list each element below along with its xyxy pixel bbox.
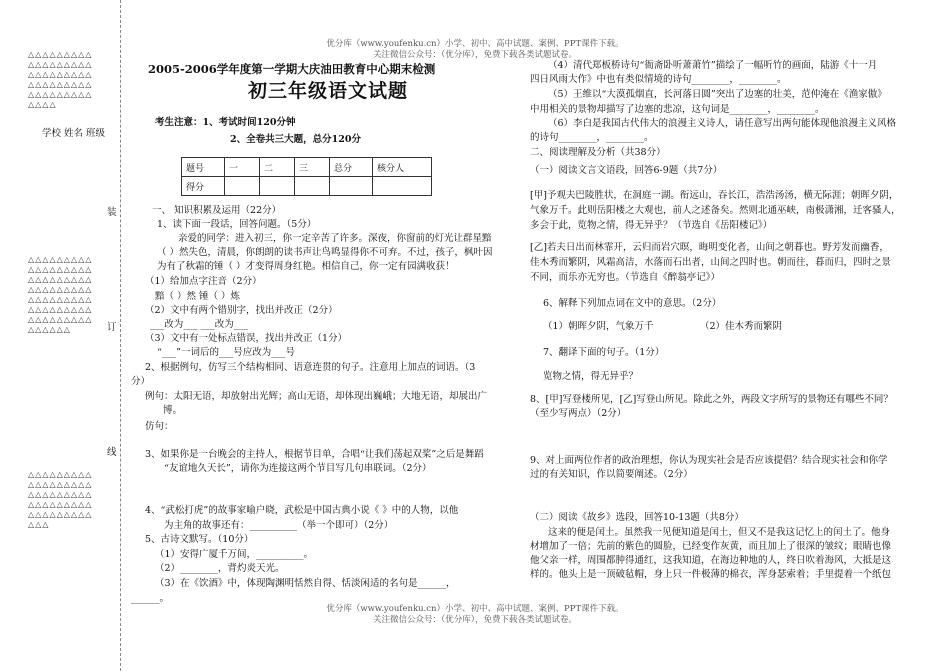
margin-triangles-mid: △△△△△△△△△△△△△△△△△△△△△△△△△△△△△△△△△△△△△△△△△△△△△△△△△△△△△△△△△△△△△△△△△△△△△ [28, 255, 93, 334]
story-line: 样的。他头上是一顶破毡帽，身上只一件极薄的棉衣，浑身瑟索着；手里提着一个纸包 [530, 569, 892, 580]
question-5-5-cont: 中用相关的景物却描写了边塞的悲凉，这句词是________，________。 [530, 104, 825, 115]
question-1-2: （2）文中有两个错别字，找出并改正（2分） [145, 305, 338, 316]
score-input-cell[interactable] [330, 177, 373, 196]
binding-line [120, 0, 121, 671]
subsection-2-heading: （二）阅读《故乡》选段，回答10-13题（共8分） [530, 512, 744, 523]
question-3-cont: “友谊地久天长”，请你为连接这两个节目写几句串联词。（2分） [164, 463, 432, 474]
score-cell: 题号 [182, 158, 225, 177]
question-6-1: （1）朝晖夕阴，气象万千 [543, 321, 654, 332]
classical-text-b: 佳木秀而繁阴，风霜高洁，水落而石出者，山间之四时也。朝而往，暮而归，四时之景 [530, 257, 892, 268]
watermark-bottom-line2: 关注微信公众号：（优分库），免费下载各类试题试卷。 [372, 615, 577, 625]
classical-text-a: 气象万千。此则岳阳楼之大观也，前人之述备矣。然则北通巫峡，南极潇湘，迁客骚人， [530, 205, 901, 216]
classical-text-b: [乙]若夫日出而林霏开，云归而岩穴暝，晦明变化者，山间之朝暮也。野芳发而幽香， [530, 242, 889, 253]
question-5-6: （6）李白是我国古代伟大的浪漫主义诗人，请任意写出两句能体现他浪漫主义风格 [548, 118, 897, 129]
question-1: 1、读下面一段话，回答问题。（5分） [157, 219, 317, 230]
question-5-4: （4）清代郑板桥诗句“衙斋卧听萧萧竹”描绘了一幅听竹的画面，陆游《十一月 [548, 60, 878, 71]
question-5-1: （1）安得广厦千万间，__________。 [155, 549, 314, 560]
question-5-2: （2）________，背灼炎天光。 [155, 563, 285, 574]
seal-char-2: 订 [107, 322, 117, 333]
page-title: 初三年级语文试题 [248, 80, 409, 102]
answer-blank-line[interactable]: ___改为___ ___改为___ [150, 319, 249, 330]
score-cell: 三 [295, 158, 330, 177]
question-1-3: （3）文中有一处标点错误，找出并改正（1分） [145, 333, 348, 344]
question-4: 4、“武松打虎”的故事家喻户晓，武松是中国古典小说《 》中的人物，以他 [145, 505, 459, 516]
question-7: 7、翻译下面的句子。（1分） [543, 347, 665, 358]
score-input-cell[interactable] [295, 177, 330, 196]
answer-blank-line[interactable]: “___”一词后的___号应改为___号 [157, 347, 295, 358]
question-5-6-cont: 的诗句________，________。 [530, 132, 654, 143]
score-input-cell[interactable] [373, 177, 432, 196]
seal-char-3: 线 [107, 447, 117, 458]
score-cell: 一 [225, 158, 260, 177]
classical-text-b: 不同，而乐亦无穷也。（节选自《醉翁亭记》） [530, 272, 721, 283]
question-2: 2、根据例句，仿写三个结构相同、语意连贯的句子。注意用上加点的词语。（3 [145, 362, 476, 373]
question-2-imitation-label: 仿句： [145, 421, 174, 432]
question-2-example: 例句：太阳无语，却放射出光辉；高山无语，却体现出巍峨；大地无语，却展出广 [145, 391, 488, 402]
question-1-1: （1）给加点字注音（2分） [145, 276, 262, 287]
story-line: 材增加了一倍；先前的紫色的圆脸，已经变作灰黄，而且加上了很深的皱纹；眼睛也像 [530, 541, 892, 552]
watermark-top-line2: 关注微信公众号：（优分库），免费下载各类试题试卷。 [372, 50, 577, 60]
margin-triangles-top: △△△△△△△△△△△△△△△△△△△△△△△△△△△△△△△△△△△△△△△△△△△△△△△△△ [28, 50, 93, 109]
score-input-cell[interactable] [260, 177, 295, 196]
question-5-3: （3）在《饮酒》中，体现陶渊明恬然自得、恬淡闲适的名句是______， [155, 578, 456, 589]
watermark-bottom-line1: 优分库（www.youfenku.cn）小学、初中、高中试题、案例、PPT课件下载。 [326, 604, 624, 614]
question-6-2: （2）佳木秀而繁阴 [700, 321, 783, 332]
notice-line-2: 2、全卷共三大题，总分120分 [230, 134, 361, 145]
question-4-cont: 为主角的故事还有：__________（举一个即可）（2分） [164, 520, 394, 531]
student-info-label: 学校 姓名 班级 [42, 128, 106, 139]
seal-char-1: 装 [107, 207, 117, 218]
question-5-5: （5）王维以“大漠孤烟直，长河落日圆”突出了边塞的壮美，范仲淹在《渔家傲》 [548, 89, 887, 100]
notice-line-1: 考生注意：1、考试时间120分钟 [155, 117, 296, 128]
question-9-cont: 过的有关知识，作以简要阐述。（2分） [530, 469, 693, 480]
question-2-cont: 分） [131, 376, 151, 387]
subsection-1-heading: （一）阅读文言文语段，回答6-9题（共7分） [530, 165, 723, 176]
question-8: 8、[甲]写登楼所见，[乙]写登山所见。除此之外，两段文字所写的景物还有哪些不同？ [530, 394, 893, 405]
score-table-header-row [182, 158, 432, 177]
classical-text-a: [甲]予观夫巴陵胜状，在洞庭一湖。衔远山，吞长江，浩浩汤汤，横无际涯；朝晖夕阴， [530, 190, 899, 201]
question-5-4-cont: 四日风雨大作》中也有类似情境的诗句________，________。 [530, 74, 787, 85]
question-5: 5、古诗文默写。（10分） [145, 534, 254, 545]
question-7-sentence: 览物之情，得无异乎？ [543, 371, 639, 382]
question-6: 6、解释下列加点词在文中的意思。（2分） [543, 298, 722, 309]
score-table [181, 157, 432, 196]
score-table-score-row [182, 177, 432, 196]
question-5-3-cont: ______。 [131, 593, 170, 604]
passage-line: 亲爱的同学：进入初三，你一定辛苦了许多。深夜，你窗前的灯光让群星黯 [178, 233, 492, 244]
score-cell: 核分人 [373, 158, 432, 177]
exam-subtitle: 2005-2006学年度第一学期大庆油田教育中心期末检测 [148, 62, 436, 76]
story-line: 这来的便是闰土。虽然我一见便知道是闰土，但又不是我这记忆上的闰土了。他身 [548, 527, 891, 538]
section-2-heading: 二、阅读理解及分析（共38分） [530, 147, 666, 158]
score-cell: 总分 [330, 158, 373, 177]
section-1-heading: 一、 知识积累及运用（22分） [152, 205, 282, 216]
passage-line: （ ）然失色，清晨，你朗朗的读书声让鸟鸣显得你不可弃。不过，孩子，枫叶因 [157, 247, 493, 258]
passage-line: 为有了秋霜的锤（ ）才变得周身红艳。相信自己，你一定有园满收获！ [157, 261, 455, 272]
question-8-cont: （至少写两点）（2分） [530, 408, 627, 419]
question-3: 3、如果你是一台晚会的主持人，根据节目单，合唱“让我们荡起双桨”之后是舞蹈 [145, 449, 484, 460]
classical-text-a: 多会于此，览物之情，得无异乎？（节选自《岳阳楼记》） [530, 220, 773, 231]
margin-triangles-bot: △△△△△△△△△△△△△△△△△△△△△△△△△△△△△△△△△△△△△△△△△△△△△△△△ [28, 470, 93, 529]
answer-blank-line[interactable]: 黯（ ）然 锤（ ）炼 [155, 291, 241, 302]
question-9: 9、对上面两位作者的政治理想，你认为现实社会是否应该提倡？结合现实社会和你学 [530, 455, 888, 466]
score-input-cell[interactable] [225, 177, 260, 196]
score-cell: 得分 [182, 177, 225, 196]
score-cell: 二 [260, 158, 295, 177]
question-2-example-cont: 博。 [163, 405, 183, 416]
story-line: 他父亲一样，周围都肿得通红，这我知道，在海边种地的人，终日吹着海风，大抵是这 [530, 555, 892, 566]
watermark-top-line1: 优分库（www.youfenku.cn）小学、初中、高中试题、案例、PPT课件下载。 [326, 39, 624, 49]
